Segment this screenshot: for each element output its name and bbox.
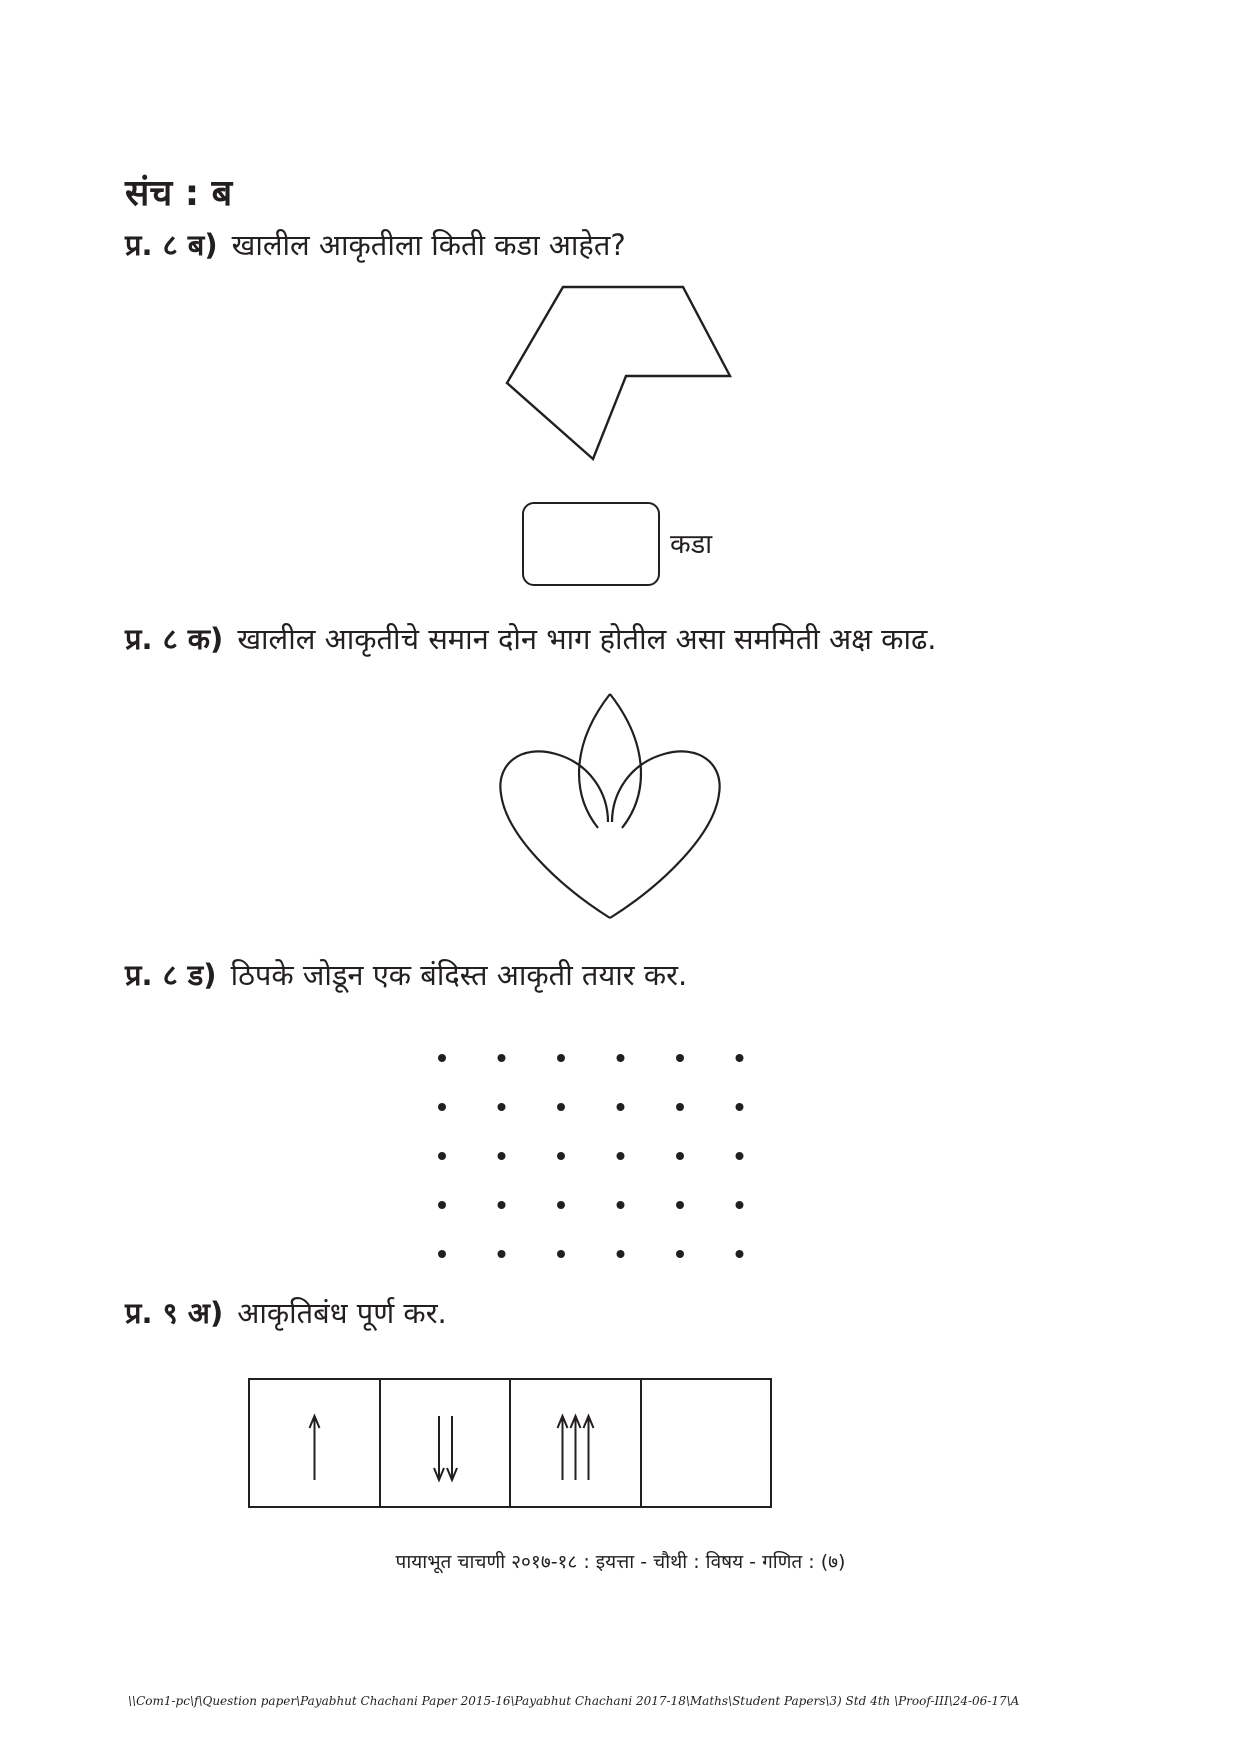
answer-box[interactable] <box>522 502 660 586</box>
grid-dot[interactable] <box>557 1201 565 1209</box>
grid-dot[interactable] <box>736 1152 744 1160</box>
question-number: प्र. ८ ब) <box>125 228 218 262</box>
answer-unit-label: कडा <box>670 529 713 560</box>
arrow-up-icon <box>584 1416 594 1480</box>
symmetric-leaf-figure <box>486 684 746 934</box>
grid-dot[interactable] <box>438 1103 446 1111</box>
grid-dot[interactable] <box>498 1152 506 1160</box>
question-number: प्र. ९ अ) <box>125 1296 224 1330</box>
question-text: खालील आकृतीला किती कडा आहेत? <box>231 228 626 262</box>
grid-dot[interactable] <box>676 1250 684 1258</box>
grid-dot[interactable] <box>676 1054 684 1062</box>
question-text: ठिपके जोडून एक बंदिस्त आकृती तयार कर. <box>230 958 688 992</box>
grid-dot[interactable] <box>438 1250 446 1258</box>
grid-dot[interactable] <box>557 1103 565 1111</box>
arrow-group-1 <box>250 1380 379 1506</box>
pattern-cell-2 <box>381 1380 512 1506</box>
polygon-figure <box>490 280 740 470</box>
grid-dot[interactable] <box>557 1152 565 1160</box>
grid-dot[interactable] <box>736 1201 744 1209</box>
question-8d <box>125 958 687 993</box>
grid-dot[interactable] <box>736 1103 744 1111</box>
grid-dot[interactable] <box>617 1201 625 1209</box>
question-8k <box>125 622 937 657</box>
arrow-down-icon <box>447 1416 457 1480</box>
grid-dot[interactable] <box>557 1054 565 1062</box>
grid-dot[interactable] <box>617 1054 625 1062</box>
grid-dot[interactable] <box>736 1250 744 1258</box>
grid-dot[interactable] <box>676 1201 684 1209</box>
question-9a <box>125 1296 447 1331</box>
arrow-down-icon <box>434 1416 444 1480</box>
grid-dot[interactable] <box>498 1103 506 1111</box>
grid-dot[interactable] <box>498 1201 506 1209</box>
arrow-up-icon <box>571 1416 581 1480</box>
arrow-up-icon <box>310 1416 320 1480</box>
arrow-group-4 <box>642 1380 771 1506</box>
question-text: आकृतिबंध पूर्ण कर. <box>237 1296 447 1330</box>
question-8b <box>125 228 626 263</box>
pattern-cell-answer[interactable] <box>642 1380 771 1506</box>
grid-dot[interactable] <box>438 1201 446 1209</box>
grid-dot[interactable] <box>498 1054 506 1062</box>
pattern-row <box>248 1378 772 1508</box>
question-number: प्र. ८ क) <box>125 622 224 656</box>
set-title: संच : ब <box>125 173 233 214</box>
grid-dot[interactable] <box>676 1103 684 1111</box>
grid-dot[interactable] <box>498 1250 506 1258</box>
file-path-line: \\Com1-pc\f\Question paper\Payabhut Chachani Paper 2015-16\Payabhut Chachani 2017-18\Maths\Student Papers\3) Std 4th \Proof-III\24-06-17\A <box>128 1694 1020 1708</box>
grid-dot[interactable] <box>557 1250 565 1258</box>
arrow-up-icon <box>558 1416 568 1480</box>
question-number: प्र. ८ ड) <box>125 958 217 992</box>
grid-dot[interactable] <box>617 1152 625 1160</box>
grid-dot[interactable] <box>438 1152 446 1160</box>
grid-dot[interactable] <box>676 1152 684 1160</box>
dot-grid[interactable] <box>430 1040 760 1280</box>
pattern-cell-3 <box>511 1380 642 1506</box>
grid-dot[interactable] <box>736 1054 744 1062</box>
grid-dot[interactable] <box>438 1054 446 1062</box>
arrow-group-3 <box>511 1380 640 1506</box>
arrow-group-2 <box>381 1380 510 1506</box>
pattern-cell-1 <box>250 1380 381 1506</box>
grid-dot[interactable] <box>617 1103 625 1111</box>
grid-dot[interactable] <box>617 1250 625 1258</box>
page-footer: पायाभूत चाचणी २०१७-१८ : इयत्ता - चौथी : विषय - गणित : (७) <box>395 1551 846 1573</box>
question-text: खालील आकृतीचे समान दोन भाग होतील असा सममिती अक्ष काढ. <box>237 622 937 656</box>
